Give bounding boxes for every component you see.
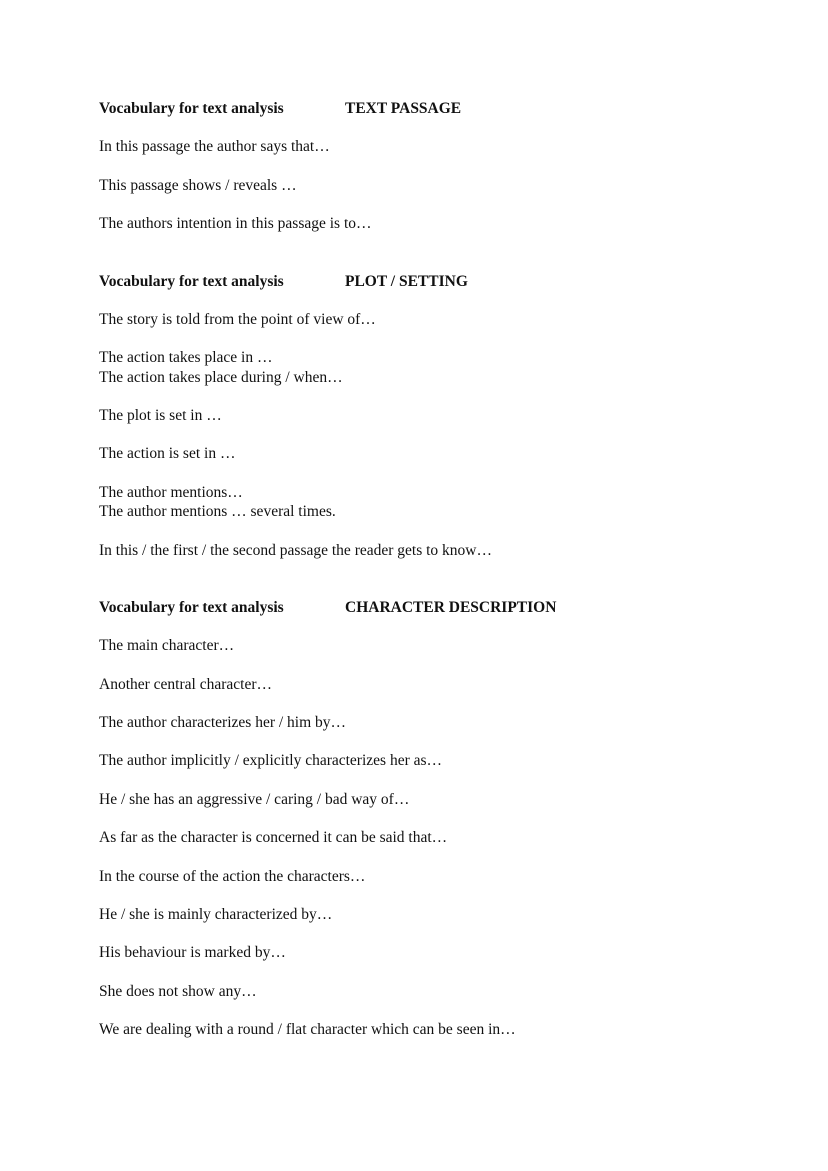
phrase-line: In the course of the action the characters…	[99, 868, 366, 885]
phrase-line: Another central character…	[99, 676, 272, 693]
phrase-line: As far as the character is concerned it can be said that…	[99, 829, 448, 846]
section-heading-plot-setting	[99, 272, 468, 291]
phrase-line: The action is set in …	[99, 445, 236, 462]
phrase-line: The plot is set in …	[99, 407, 222, 424]
phrase-line: The author implicitly / explicitly characterizes her as…	[99, 752, 443, 769]
phrase-line: In this / the first / the second passage the reader gets to know…	[99, 542, 492, 559]
section-heading-text-passage	[99, 99, 462, 118]
phrase-line: This passage shows / reveals …	[99, 177, 297, 194]
phrase-line: She does not show any…	[99, 983, 257, 1000]
phrase-line: The authors intention in this passage is to…	[99, 215, 372, 232]
phrase-line: The author characterizes her / him by…	[99, 714, 347, 731]
phrase-line: The author mentions … several times.	[99, 503, 336, 520]
phrase-line: He / she has an aggressive / caring / bad way of…	[99, 791, 410, 808]
heading-topic: PLOT / SETTING	[345, 273, 468, 290]
phrase-line: In this passage the author says that…	[99, 138, 330, 155]
phrase-line: We are dealing with a round / flat character which can be seen in…	[99, 1021, 516, 1038]
phrase-line: The author mentions…	[99, 484, 243, 501]
phrase-line: The main character…	[99, 637, 235, 654]
phrase-line: His behaviour is marked by…	[99, 944, 286, 961]
phrase-line: The action takes place during / when…	[99, 369, 343, 386]
phrase-line: The action takes place in …	[99, 349, 273, 366]
phrase-line: The story is told from the point of view of…	[99, 311, 376, 328]
heading-label: Vocabulary for text analysis	[99, 100, 284, 117]
heading-label: Vocabulary for text analysis	[99, 273, 284, 290]
heading-topic: CHARACTER DESCRIPTION	[345, 599, 557, 616]
heading-label: Vocabulary for text analysis	[99, 599, 284, 616]
phrase-line: He / she is mainly characterized by…	[99, 906, 333, 923]
heading-topic: TEXT PASSAGE	[345, 100, 462, 117]
section-heading-character-description	[99, 598, 557, 617]
